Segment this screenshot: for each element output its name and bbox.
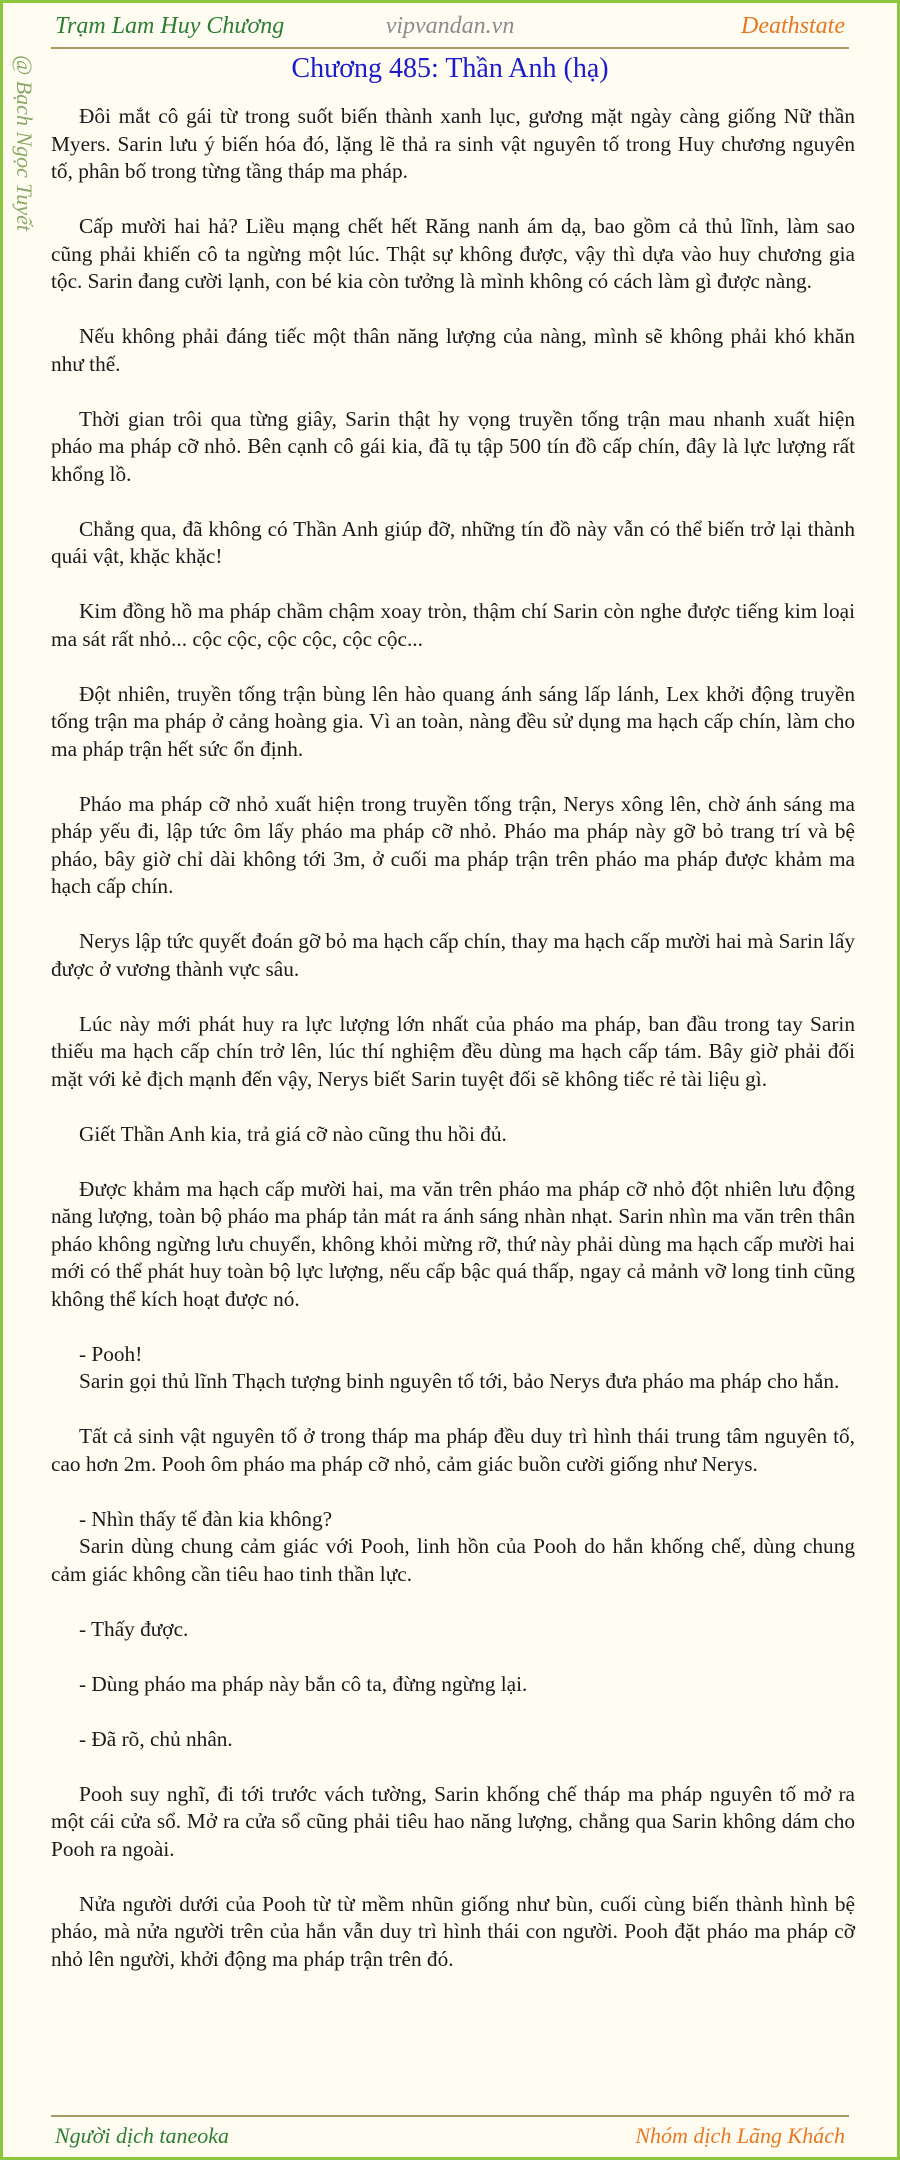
footer-group: Nhóm dịch Lãng Khách — [635, 2123, 845, 2148]
dialogue-line: - Dùng pháo ma pháp này bắn cô ta, đừng ngừng lại. — [79, 1671, 528, 1696]
chapter-content — [51, 103, 855, 2001]
paragraph: Pháo ma pháp cỡ nhỏ xuất hiện trong truyền tống trận, Nerys xông lên, chờ ánh sáng ma pháp yếu đi, lập tức ôm lấy pháo ma pháp cỡ nhỏ. Pháo ma pháp này gỡ bỏ trang trí và bệ pháo, bây giờ chỉ dài không tới 3m, ở cuối ma pháp trận trên pháo ma pháp được khảm ma hạch cấp chín. — [51, 791, 855, 898]
dialogue-line: - Nhìn thấy tế đàn kia không? — [79, 1506, 333, 1531]
header-url[interactable]: vipvandan.vn — [385, 13, 515, 39]
paragraph: Đôi mắt cô gái từ trong suốt biến thành xanh lục, gương mặt ngày càng giống Nữ thần Myers. Sarin lưu ý biến hóa đó, lặng lẽ thả ra sinh vật nguyên tố trong Huy chương nguyên tố, phân bố trong từng tầng tháp ma pháp. — [51, 104, 855, 183]
page-footer — [51, 2121, 849, 2155]
paragraph: Kim đồng hồ ma pháp chầm chậm xoay tròn, thậm chí Sarin còn nghe được tiếng kim loại ma sát rất nhỏ... cộc cộc, cộc cộc, cộc cộc... — [51, 599, 855, 651]
dialogue-line: - Pooh! — [79, 1341, 143, 1366]
header-author: Deathstate — [741, 13, 845, 39]
paragraph: Lúc này mới phát huy ra lực lượng lớn nhất của pháo ma pháp, ban đầu trong tay Sarin thiếu ma hạch cấp chín trở lên, lúc thí nghiệm đều dùng ma hạch cấp tám. Bây giờ phải đối mặt với kẻ địch mạnh đến vậy, Nerys biết Sarin tuyệt đối sẽ không tiếc rẻ tài liệu gì. — [51, 1011, 855, 1091]
paragraph: Cấp mười hai hả? Liều mạng chết hết Răng nanh ám dạ, bao gồm cả thủ lĩnh, làm sao cũng phải khiến cô ta ngừng một lúc. Thật sự không được, vậy thì dựa vào huy chương gia tộc. Sarin đang cười lạnh, con bé kia còn tưởng là mình không có cách làm gì được nàng. — [51, 214, 855, 293]
paragraph: Nerys lập tức quyết đoán gỡ bỏ ma hạch cấp chín, thay ma hạch cấp mười hai mà Sarin lấy được ở vương thành vực sâu. — [51, 929, 855, 981]
paragraph: Giết Thần Anh kia, trả giá cỡ nào cũng thu hồi đủ. — [79, 1121, 507, 1146]
page-header — [51, 9, 849, 45]
watermark: @ Bạch Ngọc Tuyết — [12, 55, 37, 232]
dialogue-line: - Thấy được. — [79, 1616, 189, 1641]
paragraph: Nếu không phải đáng tiếc một thân năng lượng của nàng, mình sẽ không phải khó khăn như thế. — [51, 324, 855, 376]
paragraph: Sarin dùng chung cảm giác với Pooh, linh hồn của Pooh do hắn khống chế, dùng chung cảm giác không cần tiêu hao tinh thần lực. — [51, 1534, 855, 1586]
paragraph: Chẳng qua, đã không có Thần Anh giúp đỡ, những tín đồ này vẫn có thể biến trở lại thành quái vật, khặc khặc! — [51, 516, 855, 568]
paragraph: Tất cả sinh vật nguyên tố ở trong tháp ma pháp đều duy trì hình thái trung tâm nguyên tố, cao hơn 2m. Pooh ôm pháo ma pháp cỡ nhỏ, cảm giác buồn cười giống như Nerys. — [51, 1424, 855, 1476]
paragraph: Nửa người dưới của Pooh từ từ mềm nhũn giống như bùn, cuối cùng biến thành hình bệ pháo, mà nửa người trên của hắn vẫn duy trì hình thái con người. Pooh đặt pháo ma pháp cỡ nhỏ lên người, khởi động ma pháp trận trên đó. — [51, 1891, 855, 1971]
chapter-title: Chương 485: Thần Anh (hạ) — [291, 53, 609, 84]
header-site-name: Trạm Lam Huy Chương — [55, 13, 285, 39]
paragraph: Được khảm ma hạch cấp mười hai, ma văn trên pháo ma pháp cỡ nhỏ đột nhiên lưu động năng lượng, toàn bộ pháo ma pháp tản mát ra ánh sáng nhàn nhạt. Sarin nhìn ma văn trên thân pháo không ngừng lưu chuyển, không khỏi mừng rỡ, thứ này phải dùng ma hạch cấp mười hai mới có thể phát huy toàn bộ lực lượng, nếu cấp bậc quá thấp, ngay cả mảnh vỡ long tinh cũng không thể kích hoạt được nó. — [51, 1176, 855, 1311]
dialogue-line: - Đã rõ, chủ nhân. — [79, 1726, 233, 1751]
paragraph: Sarin gọi thủ lĩnh Thạch tượng binh nguyên tố tới, bảo Nerys đưa pháo ma pháp cho hắn. — [79, 1369, 840, 1393]
paragraph: Pooh suy nghĩ, đi tới trước vách tường, Sarin khống chế tháp ma pháp nguyên tố mở ra một cái cửa sổ. Mở ra cửa sổ cũng phải tiêu hao năng lượng, chẳng qua Sarin không dám cho Pooh ra ngoài. — [51, 1781, 855, 1861]
paragraph: Thời gian trôi qua từng giây, Sarin thật hy vọng truyền tống trận mau nhanh xuất hiện pháo ma pháp cỡ nhỏ. Bên cạnh cô gái kia, đã tụ tập 500 tín đồ cấp chín, đây là lực lượng rất khổng lồ. — [51, 406, 855, 486]
footer-divider — [51, 2115, 849, 2117]
header-divider — [51, 47, 849, 49]
paragraph: Đột nhiên, truyền tống trận bùng lên hào quang ánh sáng lấp lánh, Lex khởi động truyền tống trận ma pháp ở cảng hoàng gia. Vì an toàn, nàng đều sử dụng ma hạch cấp chín, làm cho ma pháp trận hết sức ổn định. — [51, 681, 855, 761]
footer-translator: Người dịch taneoka — [55, 2123, 230, 2148]
